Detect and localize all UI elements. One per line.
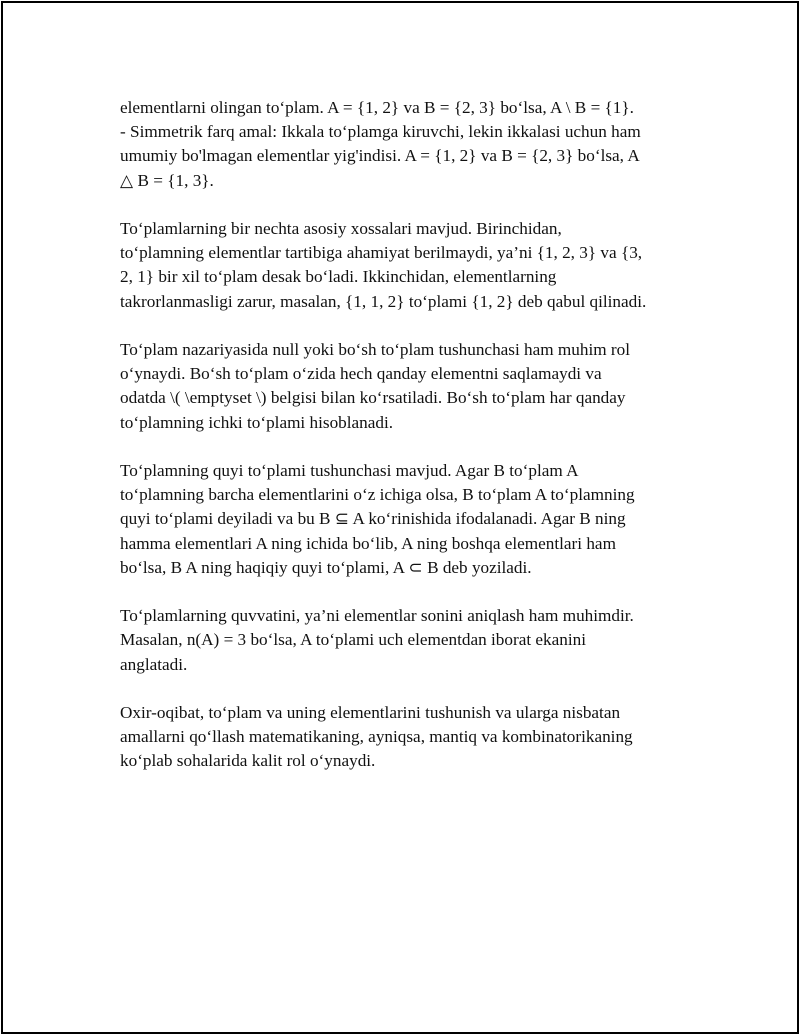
paragraph-empty-set: To‘plam nazariyasida null yoki bo‘sh to‘plam tushunchasi ham muhim rol o‘ynaydi. Bo‘sh to‘plam o‘zida hech qanday elementni saqlamaydi va odatda \( \emptyset \) belgisi bilan ko‘rsatiladi. Bo‘sh to‘plam har qanday to‘plamning ichki to‘plami hisoblanadi. <box>120 340 631 432</box>
paragraph-cardinality: To‘plamlarning quvvatini, ya’ni elementlar sonini aniqlash ham muhimdir. Masalan, n(A) = 3 bo‘lsa, A to‘plami uch elementdan iborat ekanini anglatadi. <box>120 606 634 674</box>
document-body <box>120 96 690 798</box>
paragraph-subset: To‘plamning quyi to‘plami tushunchasi mavjud. Agar B to‘plam A to‘plamning barcha elementlarini o‘z ichiga olsa, B to‘plam A to‘plamning quyi to‘plami deyiladi va bu B ⊆ A ko‘rinishida ifodalanadi. Agar B ning hamma elementlari A ning ichida bo‘lib, A ning boshqa elementlari ham bo‘lsa, B A ning haqiqiy quyi to‘plami, A ⊂ B deb yoziladi. <box>120 461 635 577</box>
paragraph-set-properties: To‘plamlarning bir nechta asosiy xossalari mavjud. Birinchidan, to‘plamning elementlar tartibiga ahamiyat berilmaydi, ya’ni {1, 2, 3} va {3, 2, 1} bir xil to‘plam desak bo‘ladi. Ikkinchidan, elementlarning takrorlanmasligi zarur, masalan, {1, 1, 2} to‘plami {1, 2} deb qabul qilinadi. <box>120 219 647 311</box>
paragraph-set-difference: elementlarni olingan to‘plam. A = {1, 2} va B = {2, 3} bo‘lsa, A \ B = {1}. - Simmetrik farq amal: Ikkala to‘plamga kiruvchi, lekin ikkalasi uchun ham umumiy bo'lmagan elementlar yig'indisi. A = {1, 2} va B = {2, 3} bo‘lsa, A △ B = {1, 3}. <box>120 98 641 190</box>
page-frame <box>1 1 799 1034</box>
paragraph-conclusion: Oxir-oqibat, to‘plam va uning elementlarini tushunish va ularga nisbatan amallarni qo‘llash matematikaning, ayniqsa, mantiq va kombinatorikaning ko‘plab sohalarida kalit rol o‘ynaydi. <box>120 703 633 771</box>
